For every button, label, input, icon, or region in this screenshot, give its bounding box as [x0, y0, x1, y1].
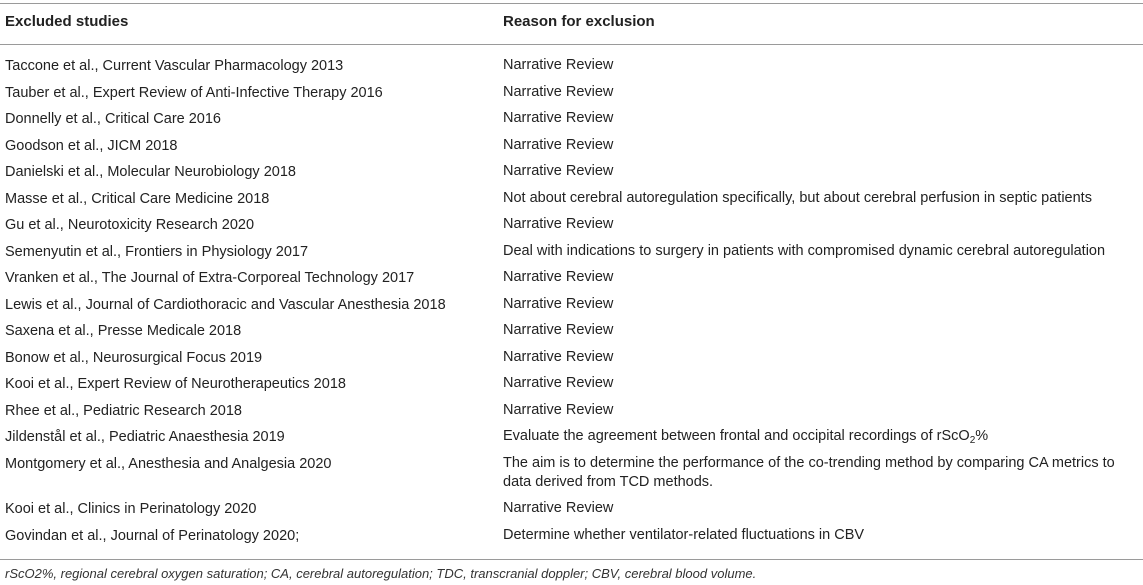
- study-cell: Taccone et al., Current Vascular Pharmacology 2013: [5, 58, 344, 74]
- table-row: [0, 187, 1143, 214]
- table-row: [0, 425, 1143, 452]
- table-row: [0, 372, 1143, 399]
- reason-cell: [503, 427, 1139, 446]
- reason-cell: Narrative Review: [503, 375, 614, 391]
- reason-cell: Narrative Review: [503, 136, 614, 153]
- reason-cell: Narrative Review: [503, 269, 614, 285]
- table-row: [0, 266, 1143, 293]
- percent-sign: %: [975, 428, 989, 444]
- table-row: [0, 107, 1143, 134]
- table-top-rule: [0, 3, 1143, 4]
- study-cell: Danielski et al., Molecular Neurobiology 2018: [5, 164, 296, 180]
- reason-cell: Determine whether ventilator-related fluctuations in CBV: [503, 526, 865, 543]
- reason-cell: Narrative Review: [503, 83, 614, 100]
- reason-cell: Deal with indications to surgery in patients with compromised dynamic cerebral autoregulation: [503, 242, 1106, 259]
- table-header-rule: [0, 44, 1143, 45]
- study-cell: Goodson et al., JICM 2018: [5, 137, 178, 154]
- study-cell: Montgomery et al., Anesthesia and Analgesia 2020: [5, 455, 332, 472]
- reason-cell: Narrative Review: [503, 348, 614, 365]
- table-row: [0, 524, 1143, 551]
- table-row: [0, 134, 1143, 161]
- header-reason-for-exclusion: Reason for exclusion: [503, 13, 655, 30]
- study-cell: Govindan et al., Journal of Perinatology 2020;: [5, 527, 300, 544]
- reason-cell: Narrative Review: [503, 295, 614, 312]
- reason-cell: The aim is to determine the performance of the co-trending method by comparing CA metrics to data derived from TCD methods.: [503, 454, 1115, 490]
- table-row: [0, 54, 1143, 81]
- table-body: [0, 54, 1143, 550]
- table-row: [0, 213, 1143, 240]
- reason-cell: Narrative Review: [503, 322, 614, 338]
- study-cell: Saxena et al., Presse Medicale 2018: [5, 323, 242, 339]
- table-footnote: rScO2%, regional cerebral oxygen saturation; CA, cerebral autoregulation; TDC, transcranial doppler; CBV, cerebral blood volume.: [5, 566, 757, 581]
- reason-cell: Narrative Review: [503, 500, 614, 516]
- header-excluded-studies: Excluded studies: [5, 13, 129, 30]
- study-cell: Kooi et al., Expert Review of Neurotherapeutics 2018: [5, 376, 346, 392]
- table-header-row: [0, 13, 1143, 35]
- table-row: [0, 293, 1143, 320]
- study-cell: Rhee et al., Pediatric Research 2018: [5, 402, 242, 419]
- study-cell: Donnelly et al., Critical Care 2016: [5, 111, 221, 127]
- table-bottom-rule: [0, 559, 1143, 560]
- reason-cell: Narrative Review: [503, 163, 614, 179]
- study-cell: Lewis et al., Journal of Cardiothoracic and Vascular Anesthesia 2018: [5, 296, 446, 313]
- table-row: [0, 497, 1143, 524]
- table-row: [0, 319, 1143, 346]
- reason-cell: Narrative Review: [503, 110, 614, 126]
- study-cell: Vranken et al., The Journal of Extra-Corporeal Technology 2017: [5, 270, 415, 286]
- reason-cell: Narrative Review: [503, 401, 614, 418]
- table-row: [0, 399, 1143, 426]
- table-row: [0, 346, 1143, 373]
- table-row: [0, 160, 1143, 187]
- table-row: [0, 81, 1143, 108]
- study-cell: Bonow et al., Neurosurgical Focus 2019: [5, 349, 263, 366]
- study-cell: Masse et al., Critical Care Medicine 2018: [5, 190, 270, 207]
- reason-cell: Narrative Review: [503, 57, 614, 73]
- study-cell: Semenyutin et al., Frontiers in Physiology 2017: [5, 243, 309, 260]
- study-cell: Jildenstål et al., Pediatric Anaesthesia 2019: [5, 429, 285, 445]
- study-cell: Tauber et al., Expert Review of Anti-Infective Therapy 2016: [5, 84, 383, 101]
- reason-cell: Not about cerebral autoregulation specifically, but about cerebral perfusion in septic patients: [503, 189, 1092, 206]
- table-row: [0, 240, 1143, 267]
- study-cell: Gu et al., Neurotoxicity Research 2020: [5, 217, 255, 233]
- reason-cell: Narrative Review: [503, 216, 614, 232]
- subscript-two: 2: [969, 435, 976, 446]
- reason-text: Evaluate the agreement between frontal and occipital recordings of rScO: [503, 428, 970, 444]
- table-row: [0, 452, 1143, 498]
- study-cell: Kooi et al., Clinics in Perinatology 2020: [5, 501, 257, 517]
